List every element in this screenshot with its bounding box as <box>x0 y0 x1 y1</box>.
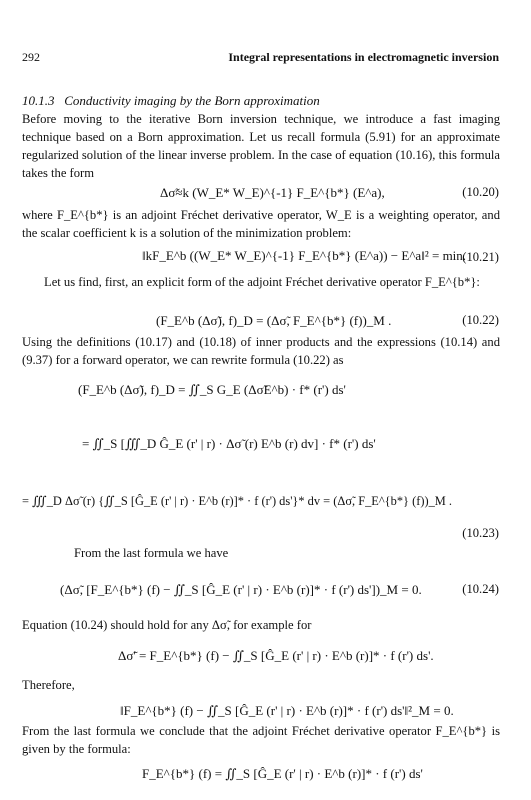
equation-number-10-24: (10.24) <box>462 582 499 596</box>
paragraph-8: From the last formula we conclude that the adjoint Fréchet derivative operator F_E^{b*} is given by the formula: <box>22 724 500 756</box>
page-number: 292 <box>22 50 40 64</box>
running-title: Integral representations in electromagnetic inversion <box>228 50 499 64</box>
paragraph-5: From the last formula we have <box>74 546 229 560</box>
section-title: Conductivity imaging by the Born approximation <box>64 93 320 108</box>
paragraph-3: Let us find, first, an explicit form of the adjoint Fréchet derivative operator F_E^{b*}: <box>44 275 480 289</box>
equation-10-21: ‖kF_E^b ((W_E* W_E)^{-1} F_E^{b*} (E^a)) − E^a‖² = min. <box>142 248 467 263</box>
equation-delta-sigma-prime: Δσ̃' = F_E^{b*} (f) − ∬_S [Ĝ_E (r' | r) · E^b (r)]* · f (r') ds'. <box>118 648 434 663</box>
equation-number-10-23: (10.23) <box>462 526 499 540</box>
equation-10-24: (Δσ̃, [F_E^{b*} (f) − ∬_S [Ĝ_E (r' | r) · E^b (r)]* · f (r') ds'])_M = 0. <box>60 582 422 597</box>
section-heading <box>22 93 320 109</box>
paragraph-2: where F_E^{b*} is an adjoint Fréchet derivative operator, W_E is a weighting operator, and the scalar coefficient k is a solution of the minimization problem: <box>22 208 500 240</box>
equation-number-10-20: (10.20) <box>462 185 499 199</box>
paragraph-4: Using the definitions (10.17) and (10.18) of inner products and the expressions (10.14) and (9.37) for a forward operator, we can rewrite formula (10.22) as <box>22 335 500 367</box>
equation-10-23-line-1: (F_E^b (Δσ̃), f)_D = ∬_S G_E (Δσ̃E^b) · f* (r') ds' <box>78 382 346 397</box>
section-number: 10.1.3 <box>22 93 55 108</box>
equation-number-10-21: (10.21) <box>462 250 499 264</box>
equation-adjoint-frechet: F_E^{b*} (f) = ∬_S [Ĝ_E (r' | r) · E^b (r)]* · f (r') ds' <box>142 766 423 781</box>
equation-10-23-line-3: = ∭_D Δσ̃ (r) {∬_S [Ĝ_E (r' | r) · E^b (r)]* · f (r') ds'}* dv = (Δσ̃, F_E^{b*} (f))_M . <box>22 494 452 508</box>
equation-number-10-22: (10.22) <box>462 313 499 327</box>
paragraph-6: Equation (10.24) should hold for any Δσ̃, for example for <box>22 618 312 632</box>
equation-norm-zero: ‖F_E^{b*} (f) − ∬_S [Ĝ_E (r' | r) · E^b (r)]* · f (r') ds'‖²_M = 0. <box>120 703 454 718</box>
paragraph-7: Therefore, <box>22 678 75 692</box>
paragraph-1: Before moving to the iterative Born inversion technique, we introduce a fast imaging technique based on a Born approximation. Let us recall formula (5.91) for an approximate regularized solution of the linear inverse problem. In the case of equation (10.16), this formula takes the form <box>22 112 500 180</box>
equation-10-20: Δσ̃≈k (W_E* W_E)^{-1} F_E^{b*} (E^a), <box>160 185 385 200</box>
equation-10-22: (F_E^b (Δσ̃), f)_D = (Δσ̃, F_E^{b*} (f))_M . <box>156 313 392 328</box>
equation-10-23-line-2: = ∬_S [∭_D Ĝ_E (r' | r) · Δσ̃ (r) E^b (r) dv] · f* (r') ds' <box>82 436 376 451</box>
